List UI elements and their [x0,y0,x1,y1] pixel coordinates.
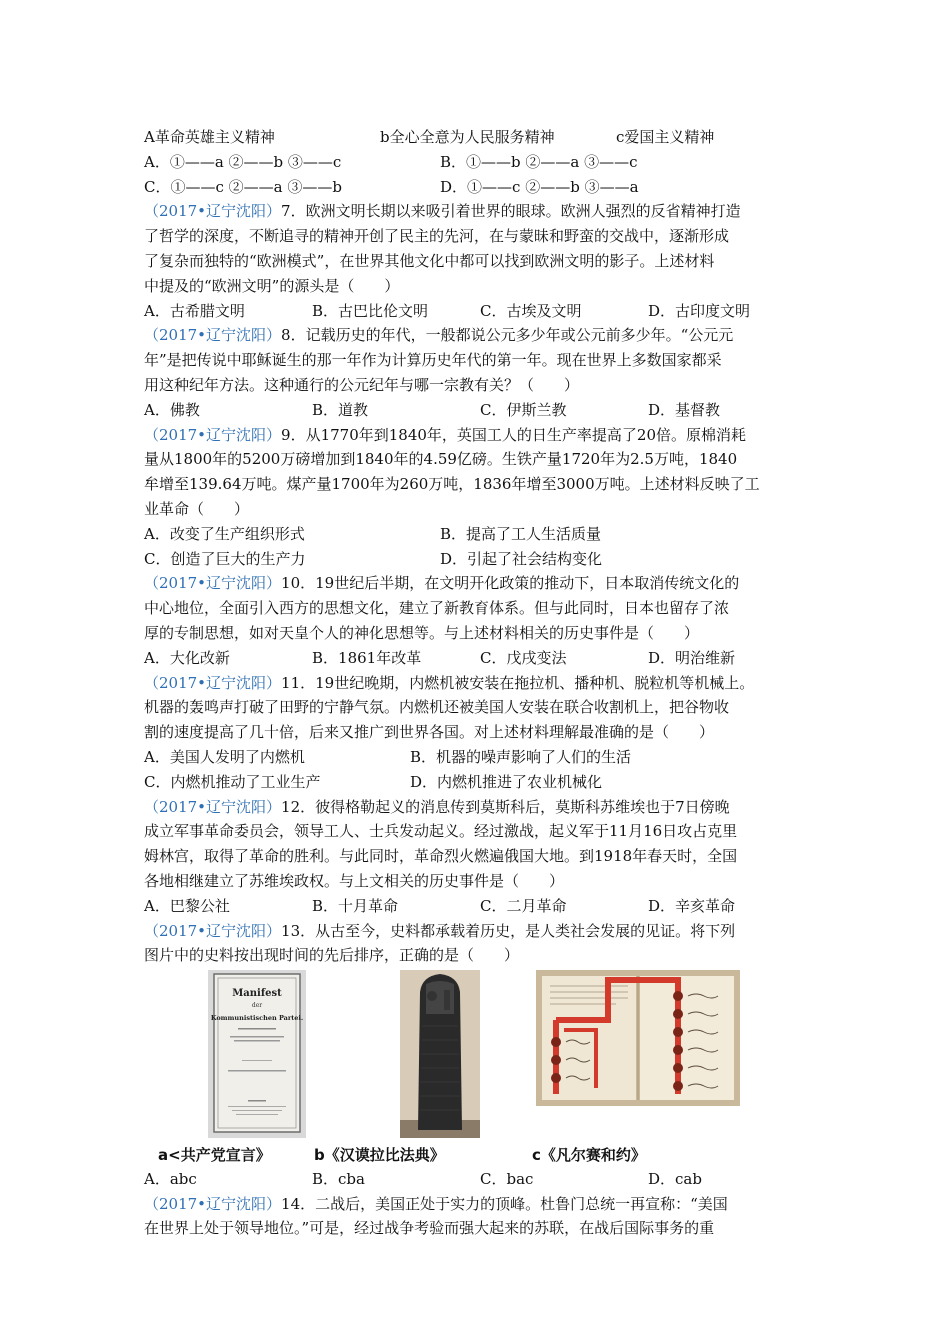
q10-option-d: D．明治维新 [648,648,736,667]
q12-stem-line-3: 姆林宫，取得了革命的胜利。与此同时，革命烈火燃遍俄国大地。到1918年春天时，全国 [144,847,738,866]
q7-stem-line-3: 了复杂而独特的“欧洲模式”，在世界其他文化中都可以找到欧洲文明的影子。上述材料 [144,251,715,270]
q9-stem-line-4: 业革命（ ） [144,499,250,518]
q11-stem-line-2: 机器的轰鸣声打破了田野的宁静气氛。内燃机还被美国人安装在联合收割机上，把谷物收 [144,698,730,717]
q9-option-d: D．引起了社会结构变化 [440,549,603,568]
q7-options [144,299,816,324]
q6-choices [144,125,816,150]
q10-stem-line-1: （2017•辽宁沈阳）10．19世纪后半期，在文明开化政策的推动下，日本取消传统文化的 [144,574,740,593]
q13-option-b: B．cba [312,1169,365,1188]
q12-options [144,894,816,919]
q10-stem-line-2: 中心地位，全面引入西方的思想文化，建立了新教育体系。但与此同时，日本也留存了浓 [144,599,730,618]
q7-stem-line-2: 了哲学的深度，不断追寻的精神开创了民主的先河，在与蒙昧和野蛮的交战中，逐渐形成 [144,227,730,246]
q11-option-b: B．机器的噪声影响了人们的生活 [410,747,632,766]
q11-source-tag: （2017•辽宁沈阳） [144,673,282,692]
q9-stem-line-3: 牟增至139.64万吨。煤产量1700年为260万吨，1836年增至3000万吨。上述材料反映了工 [144,475,760,494]
q10-source-tag: （2017•辽宁沈阳） [144,574,282,593]
q8-stem-line-2: 年”是把传说中耶稣诞生的那一年作为计算历史年代的第一年。现在世界上多数国家都采 [144,351,722,370]
q12-option-c: C．二月革命 [480,896,567,915]
q11-stem-line-1: （2017•辽宁沈阳）11．19世纪晚期，内燃机被安装在拖拉机、播种机、脱粒机等机械上。 [144,673,755,692]
q7-option-b: B．古巴比伦文明 [312,301,429,320]
q11-options-row-2 [144,770,816,795]
q12-source-tag: （2017•辽宁沈阳） [144,797,282,816]
q8-option-a: A．佛教 [144,400,200,419]
q11-option-a: A．美国人发明了内燃机 [144,747,305,766]
q13-stem-line-1: （2017•辽宁沈阳）13．从古至今，史料都承载着历史，是人类社会发展的见证。将下列 [144,921,736,940]
q6-choice-c: c爱国主义精神 [616,128,715,146]
q13-option-a: A．abc [144,1169,197,1188]
q9-stem-line-2: 量从1800年的5200万磅增加到1840年的4.59亿磅。生铁产量1720年为2.5万吨，1840 [144,450,738,469]
q6-choice-b: b全心全意为人民服务精神 [380,128,555,146]
q6-option-d: D．①——c ②——b ③——a [440,177,639,196]
q6-option-b: B．①——b ②——a ③——c [440,152,638,171]
communist-manifesto-image [208,970,306,1138]
q6-option-a: A．①——a ②——b ③——c [144,152,342,171]
q9-options-row-1 [144,522,816,547]
q11-option-c: C．内燃机推动了工业生产 [144,772,321,791]
svg-text:Kommunistischen Partei.: Kommunistischen Partei. [210,1014,304,1023]
caption-communist-manifesto: a<共产党宣言》 [158,1146,271,1165]
q13-option-c: C．bac [480,1169,534,1188]
q8-option-d: D．基督教 [648,400,721,419]
q12-stem-line-4: 各地相继建立了苏维埃政权。与上文相关的历史事件是（ ） [144,871,565,890]
q12-option-a: A．巴黎公社 [144,896,230,915]
svg-text:der: der [251,1002,263,1010]
q8-option-c: C．伊斯兰教 [480,400,567,419]
q9-option-a: A．改变了生产组织形式 [144,524,305,543]
q11-option-d: D．内燃机推进了农业机械化 [410,772,603,791]
q10-option-c: C．戊戌变法 [480,648,567,667]
q9-options-row-2 [144,547,816,572]
q7-option-c: C．古埃及文明 [480,301,582,320]
q7-stem-line-4: 中提及的“欧洲文明”的源头是（ ） [144,276,400,295]
q13-option-d: D．cab [648,1169,702,1188]
document-page [144,125,816,1241]
q8-options [144,398,816,423]
q12-option-d: D．辛亥革命 [648,896,736,915]
q9-option-b: B．提高了工人生活质量 [440,524,602,543]
svg-text:Manifest: Manifest [232,988,282,1000]
q12-stem-line-2: 成立军事革命委员会，领导工人、士兵发动起义。经过激战，起义军于11月16日攻占克里 [144,822,738,841]
q14-stem-line-2: 在世界上处于领导地位。”可是，经过战争考验而强大起来的苏联，在战后国际事务的重 [144,1219,715,1238]
q10-option-a: A．大化改新 [144,648,230,667]
caption-versailles-treaty: c《凡尔赛和约》 [532,1146,646,1165]
q8-stem-line-1: （2017•辽宁沈阳）8．记载历史的年代，一般都说公元多少年或公元前多少年。“公元元 [144,326,734,345]
q6-options-row-2 [144,175,816,200]
q7-option-d: D．古印度文明 [648,301,751,320]
versailles-treaty-image [536,970,740,1106]
q11-stem-line-3: 割的速度提高了几十倍，后来又推广到世界各国。对上述材料理解最准确的是（ ） [144,723,715,742]
q8-stem-line-3: 用这种纪年方法。这种通行的公元纪年与哪一宗教有关？（ ） [144,375,580,394]
q6-choice-a: A革命英雄主义精神 [144,128,275,146]
q11-options-row-1 [144,745,816,770]
q10-options [144,646,816,671]
q14-source-tag: （2017•辽宁沈阳） [144,1194,282,1213]
q6-options-row-1 [144,150,816,175]
q12-stem-line-1: （2017•辽宁沈阳）12．彼得格勒起义的消息传到莫斯科后，莫斯科苏维埃也于7日傍晚 [144,797,730,816]
q7-option-a: A．古希腊文明 [144,301,245,320]
q7-source-tag: （2017•辽宁沈阳） [144,202,282,221]
q6-option-c: C．①——c ②——a ③——b [144,177,342,196]
caption-hammurabi-code: b《汉谟拉比法典》 [314,1146,445,1165]
q13-figures [144,970,816,1142]
q10-stem-line-3: 厚的专制思想，如对天皇个人的神化思想等。与上述材料相关的历史事件是（ ） [144,623,700,642]
q9-option-c: C．创造了巨大的生产力 [144,549,306,568]
q10-option-b: B．1861年改革 [312,648,422,667]
q8-option-b: B．道教 [312,400,369,419]
q8-source-tag: （2017•辽宁沈阳） [144,326,282,345]
q13-source-tag: （2017•辽宁沈阳） [144,921,282,940]
q13-captions [144,1142,816,1167]
q13-options [144,1167,816,1192]
q7-stem-line-1: （2017•辽宁沈阳）7．欧洲文明长期以来吸引着世界的眼球。欧洲人强烈的反省精神打造 [144,202,741,221]
q12-option-b: B．十月革命 [312,896,399,915]
q14-stem-line-1: （2017•辽宁沈阳）14．二战后，美国正处于实力的顶峰。杜鲁门总统一再宣称：“美国 [144,1194,728,1213]
q13-stem-line-2: 图片中的史料按出现时间的先后排序，正确的是（ ） [144,946,520,965]
q9-stem-line-1: （2017•辽宁沈阳）9．从1770年到1840年，英国工人的日生产率提高了20倍。原棉消耗 [144,425,747,444]
hammurabi-stele-image [400,970,480,1138]
q9-source-tag: （2017•辽宁沈阳） [144,425,282,444]
